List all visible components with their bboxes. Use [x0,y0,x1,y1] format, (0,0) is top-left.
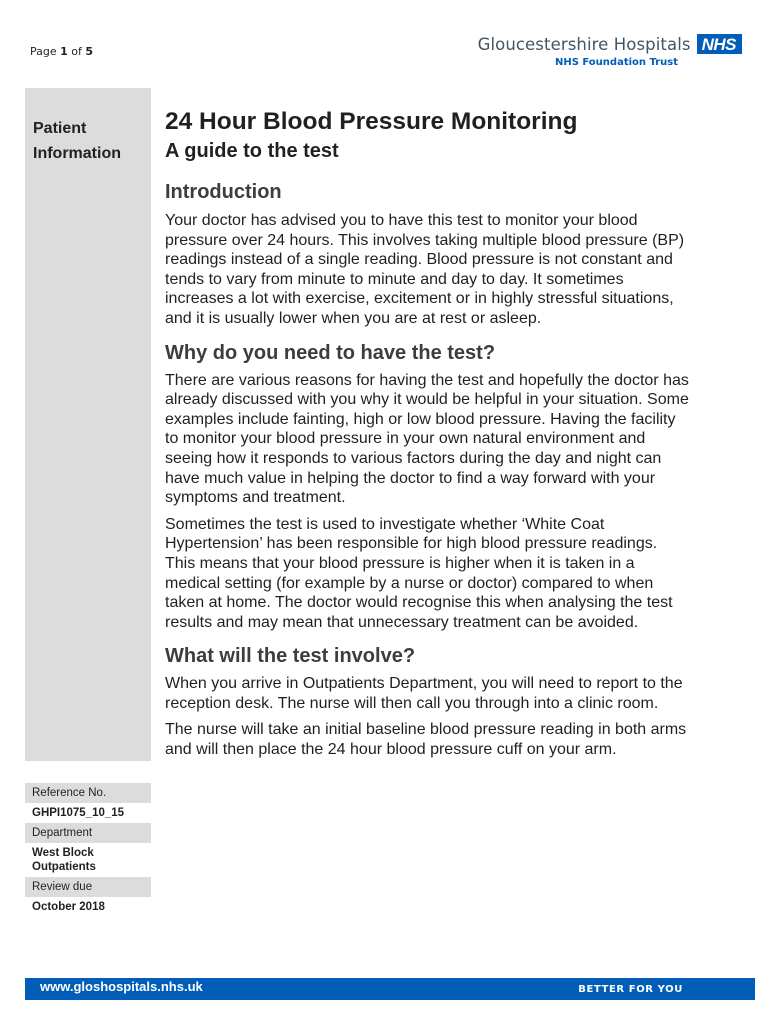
review-due-value: October 2018 [25,897,151,917]
reference-label: Reference No. [25,783,151,803]
paragraph: Your doctor has advised you to have this test to monitor your blood pressure over 24 hours. This involves taking multiple blood pressure (BP) readings instead of a single reading. Blood pressure is not constant and tends to vary from minute to minute and day to day. It sometimes increases a lot with exercise, excitement or in highly stressful situations, and it is usually lower when you are at rest or asleep. [165,212,685,327]
page-number: Page 1 of 5 [30,45,94,58]
paragraph: The nurse will take an initial baseline blood pressure reading in both arms and will then place the 24 hour blood pressure cuff on your arm. [165,721,687,759]
nhs-trust-logo [478,34,742,68]
section-heading-why: Why do you need to have the test? [165,341,496,364]
section-heading-introduction: Introduction [165,181,282,203]
paragraph: There are various reasons for having the test and hopefully the doctor has already discussed with you why it would be helpful in your situation. Some examples include fainting, high or low blood pressure. Having the facility to monitor your blood pressure in your own natural environment and seeing how it responds to various factors during the day and night can have much value in helping the doctor to find a way forward with your symptoms and treatment. [165,371,689,507]
document-body [165,107,690,760]
reference-box [25,783,151,917]
sidebar [25,88,151,761]
paragraph: When you arrive in Outpatients Department, you will need to report to the reception desk. The nurse will then call you through into a clinic room. [165,675,683,712]
department-label: Department [25,823,151,843]
footer-tagline: BETTER FOR YOU [578,984,683,995]
nhs-badge: NHS [697,34,742,54]
document-subtitle: A guide to the test [165,140,339,162]
paragraph: Sometimes the test is used to investigate whether ‘White Coat Hypertension’ has been responsible for high blood pressure readings. This means that your blood pressure is higher when it is taken in a medical setting (for example by a nurse or doctor) compared to when taken at home. The doctor would recognise this when analysing the test results and may mean that unnecessary treatment can be avoided. [165,515,673,631]
patient-information-title: Patient Information [33,120,121,162]
footer-bar [25,978,755,1000]
website-link[interactable]: www.gloshospitals.nhs.uk [40,979,203,994]
trust-name: NHS Foundation Trust [554,57,678,68]
department-value: West Block Outpatients [25,843,151,877]
section-heading-test-involve: What will the test involve? [165,645,416,668]
review-due-label: Review due [25,877,151,897]
document-title: 24 Hour Blood Pressure Monitoring [165,108,578,135]
reference-value: GHPI1075_10_15 [25,803,151,823]
org-name: Gloucestershire Hospitals [477,34,691,54]
